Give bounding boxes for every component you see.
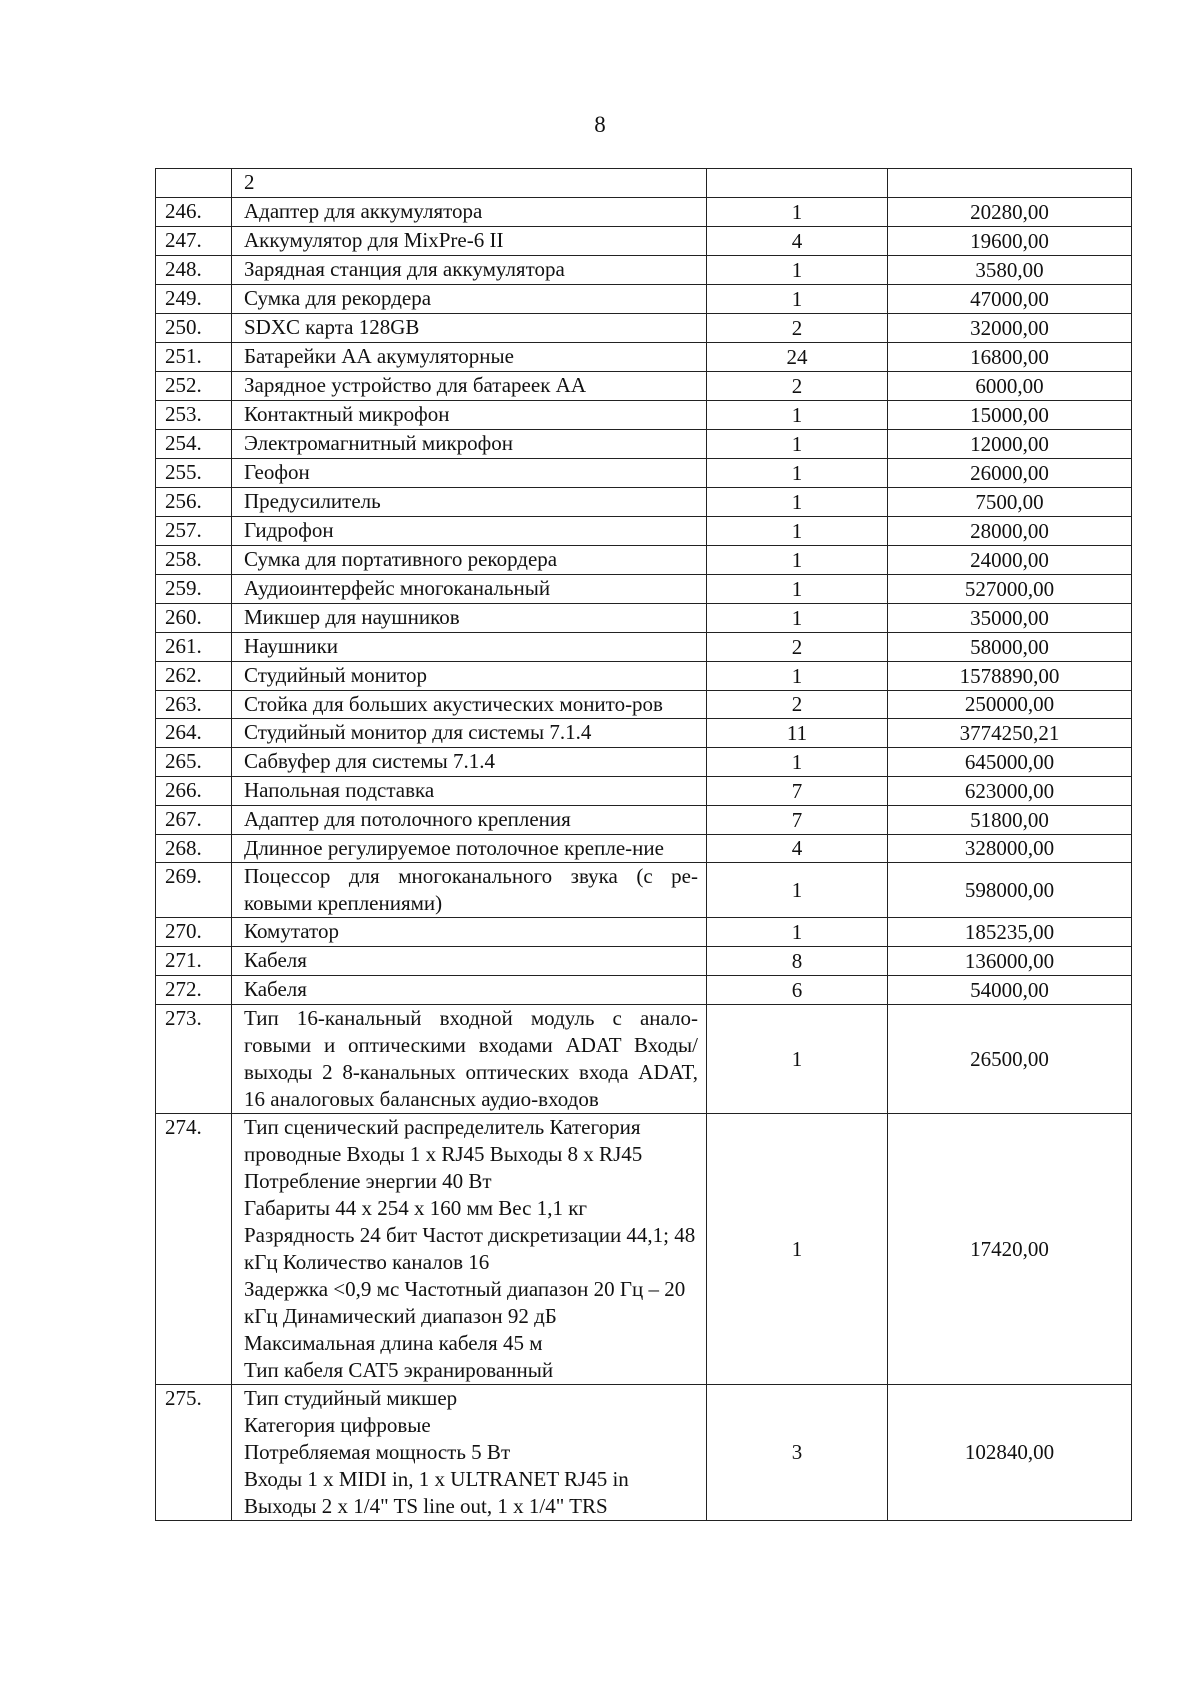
row-number-cell: 256.	[156, 488, 232, 517]
row-number-cell: 254.	[156, 430, 232, 459]
quantity-cell: 2	[707, 691, 888, 719]
header-cell-qty	[707, 169, 888, 198]
row-number-cell: 269.	[156, 863, 232, 918]
row-number-cell: 272.	[156, 976, 232, 1005]
amount-cell: 136000,00	[888, 947, 1132, 976]
quantity-cell: 1	[707, 662, 888, 691]
header-cell-name: 2	[232, 169, 707, 198]
table-row	[156, 835, 1132, 863]
quantity-cell: 1	[707, 401, 888, 430]
quantity-cell: 2	[707, 314, 888, 343]
amount-cell: 17420,00	[888, 1114, 1132, 1385]
header-cell-num	[156, 169, 232, 198]
quantity-cell: 24	[707, 343, 888, 372]
amount-cell: 6000,00	[888, 372, 1132, 401]
item-name-cell: Тип 16-канальный входной модуль с анало-говыми и оптическими входами ADAT Входы/выходы 2 8-канальных оптических входа ADAT, 16 аналоговых балансных аудио-входов	[232, 1005, 707, 1114]
row-number-cell: 262.	[156, 662, 232, 691]
row-number-cell: 250.	[156, 314, 232, 343]
row-number-cell: 247.	[156, 227, 232, 256]
quantity-cell: 4	[707, 835, 888, 863]
amount-cell: 328000,00	[888, 835, 1132, 863]
amount-cell: 54000,00	[888, 976, 1132, 1005]
row-number-cell: 275.	[156, 1385, 232, 1521]
amount-cell: 19600,00	[888, 227, 1132, 256]
amount-cell: 7500,00	[888, 488, 1132, 517]
table-row	[156, 314, 1132, 343]
table-row	[156, 401, 1132, 430]
amount-cell: 102840,00	[888, 1385, 1132, 1521]
row-number-cell: 274.	[156, 1114, 232, 1385]
item-name-cell: Батарейки АА акумуляторные	[232, 343, 707, 372]
item-name-cell: Комутатор	[232, 918, 707, 947]
amount-cell: 58000,00	[888, 633, 1132, 662]
table-row	[156, 604, 1132, 633]
item-name-cell: Наушники	[232, 633, 707, 662]
table-row	[156, 662, 1132, 691]
table-row	[156, 488, 1132, 517]
quantity-cell: 7	[707, 777, 888, 806]
table-row	[156, 918, 1132, 947]
row-number-cell: 248.	[156, 256, 232, 285]
quantity-cell: 1	[707, 1005, 888, 1114]
quantity-cell: 3	[707, 1385, 888, 1521]
row-number-cell: 258.	[156, 546, 232, 575]
row-number-cell: 257.	[156, 517, 232, 546]
item-name-cell: Геофон	[232, 459, 707, 488]
quantity-cell: 1	[707, 1114, 888, 1385]
quantity-cell: 1	[707, 748, 888, 777]
row-number-cell: 264.	[156, 719, 232, 748]
amount-cell: 527000,00	[888, 575, 1132, 604]
item-name-cell: Электромагнитный микрофон	[232, 430, 707, 459]
item-name-cell: Микшер для наушников	[232, 604, 707, 633]
table-row	[156, 1005, 1132, 1114]
quantity-cell: 2	[707, 633, 888, 662]
column-index-row	[156, 169, 1132, 198]
row-number-cell: 251.	[156, 343, 232, 372]
quantity-cell: 4	[707, 227, 888, 256]
item-name-cell: Тип студийный микшер Категория цифровые Потребляемая мощность 5 Вт Входы 1 x MIDI in, 1 x ULTRANET RJ45 in Выходы 2 x 1/4" TS line out, 1 x 1/4" TRS	[232, 1385, 707, 1521]
row-number-cell: 252.	[156, 372, 232, 401]
table-row	[156, 256, 1132, 285]
quantity-cell: 1	[707, 918, 888, 947]
item-name-cell: Адаптер для аккумулятора	[232, 198, 707, 227]
row-number-cell: 249.	[156, 285, 232, 314]
row-number-cell: 253.	[156, 401, 232, 430]
item-name-cell: SDXC карта 128GB	[232, 314, 707, 343]
table-row	[156, 343, 1132, 372]
item-name-cell: Студийный монитор	[232, 662, 707, 691]
amount-cell: 623000,00	[888, 777, 1132, 806]
quantity-cell: 1	[707, 604, 888, 633]
amount-cell: 35000,00	[888, 604, 1132, 633]
amount-cell: 47000,00	[888, 285, 1132, 314]
row-number-cell: 266.	[156, 777, 232, 806]
amount-cell: 20280,00	[888, 198, 1132, 227]
quantity-cell: 1	[707, 575, 888, 604]
item-name-cell: Зарядная станция для аккумулятора	[232, 256, 707, 285]
amount-cell: 3774250,21	[888, 719, 1132, 748]
page-number: 8	[594, 112, 606, 137]
item-name-cell: Сабвуфер для системы 7.1.4	[232, 748, 707, 777]
table-row	[156, 575, 1132, 604]
amount-cell: 185235,00	[888, 918, 1132, 947]
amount-cell: 598000,00	[888, 863, 1132, 918]
item-name-cell: Аккумулятор для MixPre-6 II	[232, 227, 707, 256]
amount-cell: 32000,00	[888, 314, 1132, 343]
quantity-cell: 2	[707, 372, 888, 401]
quantity-cell: 1	[707, 198, 888, 227]
quantity-cell: 1	[707, 256, 888, 285]
table-row	[156, 459, 1132, 488]
table-row	[156, 285, 1132, 314]
amount-cell: 15000,00	[888, 401, 1132, 430]
row-number-cell: 259.	[156, 575, 232, 604]
amount-cell: 24000,00	[888, 546, 1132, 575]
table-row	[156, 691, 1132, 719]
item-name-cell: Тип сценический распределитель Категория проводные Входы 1 x RJ45 Выходы 8 x RJ45 Потребление энергии 40 Вт Габариты 44 x 254 x 160 мм Вес 1,1 кг Разрядность 24 бит Частот дискретизации 44,1; 48 кГц Количество каналов 16 Задержка <0,9 мс Частотный диапазон 20 Гц – 20 кГц Динамический диапазон 92 дБ Максимальная длина кабеля 45 м Тип кабеля CAT5 экранированный	[232, 1114, 707, 1385]
item-name-cell: Напольная подставка	[232, 777, 707, 806]
table-row	[156, 546, 1132, 575]
item-name-cell: Студийный монитор для системы 7.1.4	[232, 719, 707, 748]
quantity-cell: 1	[707, 517, 888, 546]
item-name-cell: Поцессор для многоканального звука (с ре-ковыми креплениями)	[232, 863, 707, 918]
table-row	[156, 976, 1132, 1005]
amount-cell: 3580,00	[888, 256, 1132, 285]
item-name-cell: Аудиоинтерфейс многоканальный	[232, 575, 707, 604]
quantity-cell: 8	[707, 947, 888, 976]
amount-cell: 26500,00	[888, 1005, 1132, 1114]
amount-cell: 12000,00	[888, 430, 1132, 459]
row-number-cell: 273.	[156, 1005, 232, 1114]
table-row	[156, 719, 1132, 748]
quantity-cell: 1	[707, 546, 888, 575]
table-row	[156, 1114, 1132, 1385]
table-row	[156, 198, 1132, 227]
table-row	[156, 806, 1132, 835]
row-number-cell: 260.	[156, 604, 232, 633]
row-number-cell: 255.	[156, 459, 232, 488]
quantity-cell: 1	[707, 459, 888, 488]
amount-cell: 28000,00	[888, 517, 1132, 546]
amount-cell: 250000,00	[888, 691, 1132, 719]
table-row	[156, 372, 1132, 401]
amount-cell: 16800,00	[888, 343, 1132, 372]
row-number-cell: 271.	[156, 947, 232, 976]
table-row	[156, 227, 1132, 256]
item-name-cell: Адаптер для потолочного крепления	[232, 806, 707, 835]
item-name-cell: Предусилитель	[232, 488, 707, 517]
row-number-cell: 246.	[156, 198, 232, 227]
table-row	[156, 947, 1132, 976]
row-number-cell: 267.	[156, 806, 232, 835]
quantity-cell: 11	[707, 719, 888, 748]
quantity-cell: 1	[707, 488, 888, 517]
item-name-cell: Стойка для больших акустических монито-ров	[232, 691, 707, 719]
quantity-cell: 6	[707, 976, 888, 1005]
quantity-cell: 1	[707, 863, 888, 918]
table-row	[156, 517, 1132, 546]
item-name-cell: Кабеля	[232, 976, 707, 1005]
item-name-cell: Гидрофон	[232, 517, 707, 546]
item-name-cell: Длинное регулируемое потолочное крепле-ние	[232, 835, 707, 863]
quantity-cell: 7	[707, 806, 888, 835]
item-name-cell: Контактный микрофон	[232, 401, 707, 430]
item-name-cell: Сумка для рекордера	[232, 285, 707, 314]
header-cell-sum	[888, 169, 1132, 198]
table-row	[156, 430, 1132, 459]
amount-cell: 645000,00	[888, 748, 1132, 777]
row-number-cell: 268.	[156, 835, 232, 863]
amount-cell: 1578890,00	[888, 662, 1132, 691]
table-row	[156, 1385, 1132, 1521]
item-name-cell: Кабеля	[232, 947, 707, 976]
row-number-cell: 263.	[156, 691, 232, 719]
table-row	[156, 748, 1132, 777]
quantity-cell: 1	[707, 430, 888, 459]
quantity-cell: 1	[707, 285, 888, 314]
items-table	[155, 168, 1132, 1521]
table-row	[156, 777, 1132, 806]
row-number-cell: 265.	[156, 748, 232, 777]
item-name-cell: Сумка для портативного рекордера	[232, 546, 707, 575]
amount-cell: 51800,00	[888, 806, 1132, 835]
amount-cell: 26000,00	[888, 459, 1132, 488]
row-number-cell: 270.	[156, 918, 232, 947]
table-row	[156, 633, 1132, 662]
row-number-cell: 261.	[156, 633, 232, 662]
item-name-cell: Зарядное устройство для батареек АА	[232, 372, 707, 401]
table-row	[156, 863, 1132, 918]
